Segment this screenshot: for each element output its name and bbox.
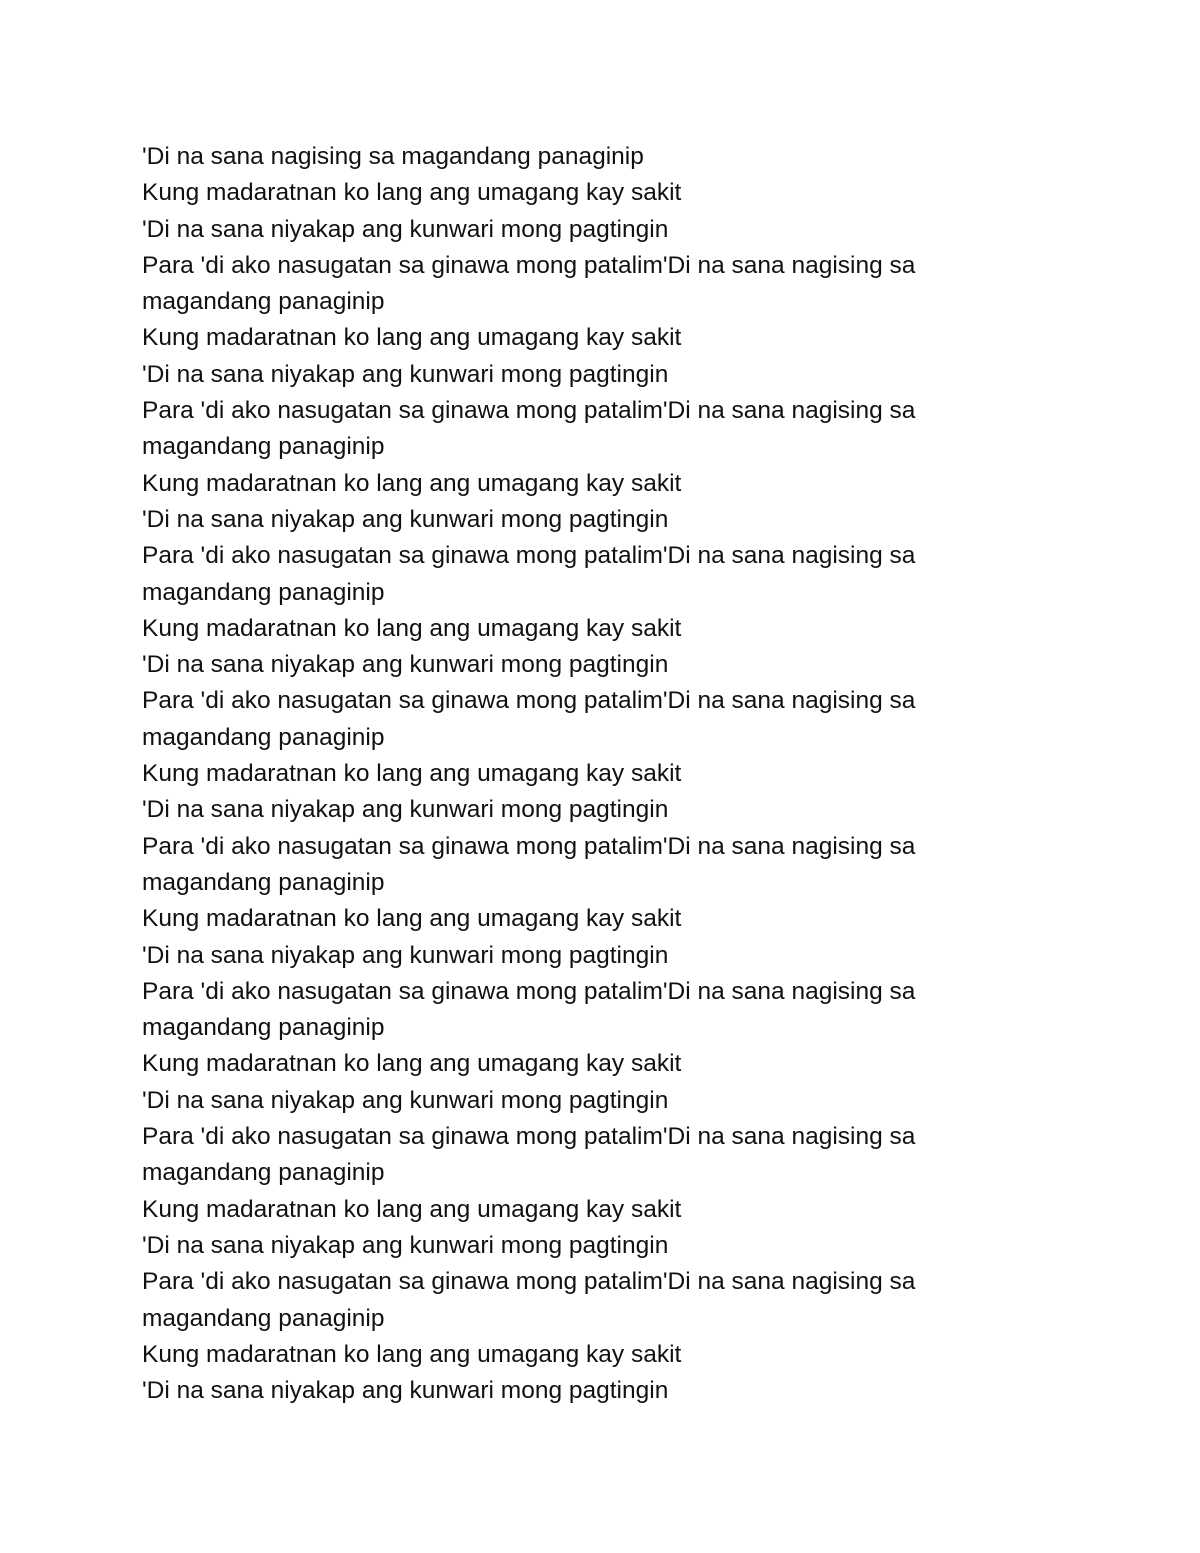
text-line: Kung madaratnan ko lang ang umagang kay sakit [142,1050,682,1078]
text-line: Para 'di ako nasugatan sa ginawa mong patalim'Di na sana nagising sa [142,687,916,715]
text-line: magandang panaginip [142,868,385,896]
text-line: magandang panaginip [142,1159,385,1187]
text-line: Kung madaratnan ko lang ang umagang kay sakit [142,760,682,788]
text-line: magandang panaginip [142,723,385,751]
text-line: magandang panaginip [142,578,385,606]
text-line: magandang panaginip [142,433,385,461]
text-line: 'Di na sana niyakap ang kunwari mong pagtingin [142,651,669,679]
text-line: 'Di na sana niyakap ang kunwari mong pagtingin [142,941,669,969]
text-line: Para 'di ako nasugatan sa ginawa mong patalim'Di na sana nagising sa [142,397,916,425]
text-line: magandang panaginip [142,1014,385,1042]
text-line: Kung madaratnan ko lang ang umagang kay sakit [142,614,682,642]
text-line: 'Di na sana niyakap ang kunwari mong pagtingin [142,215,669,243]
text-line: Para 'di ako nasugatan sa ginawa mong patalim'Di na sana nagising sa [142,1123,916,1151]
text-line: 'Di na sana niyakap ang kunwari mong pagtingin [142,360,669,388]
text-line: Para 'di ako nasugatan sa ginawa mong patalim'Di na sana nagising sa [142,1268,916,1296]
text-line: Para 'di ako nasugatan sa ginawa mong patalim'Di na sana nagising sa [142,832,916,860]
text-line: Kung madaratnan ko lang ang umagang kay sakit [142,179,682,207]
text-line: Para 'di ako nasugatan sa ginawa mong patalim'Di na sana nagising sa [142,977,916,1005]
text-line: Para 'di ako nasugatan sa ginawa mong patalim'Di na sana nagising sa [142,251,916,279]
text-line: 'Di na sana niyakap ang kunwari mong pagtingin [142,1231,669,1259]
text-line: magandang panaginip [142,288,385,316]
text-line: Kung madaratnan ko lang ang umagang kay sakit [142,1340,682,1368]
text-line: magandang panaginip [142,1304,385,1332]
text-line: 'Di na sana niyakap ang kunwari mong pagtingin [142,796,669,824]
text-line: 'Di na sana niyakap ang kunwari mong pagtingin [142,1377,669,1405]
lyrics-text-block [142,139,1042,1409]
text-line: Kung madaratnan ko lang ang umagang kay sakit [142,1195,682,1223]
text-line: 'Di na sana niyakap ang kunwari mong pagtingin [142,505,669,533]
text-line: Kung madaratnan ko lang ang umagang kay sakit [142,324,682,352]
text-line: Kung madaratnan ko lang ang umagang kay sakit [142,469,682,497]
text-line: 'Di na sana niyakap ang kunwari mong pagtingin [142,1086,669,1114]
text-line: 'Di na sana nagising sa magandang panaginip [142,143,644,170]
text-line: Para 'di ako nasugatan sa ginawa mong patalim'Di na sana nagising sa [142,542,916,570]
text-line: Kung madaratnan ko lang ang umagang kay sakit [142,905,682,933]
